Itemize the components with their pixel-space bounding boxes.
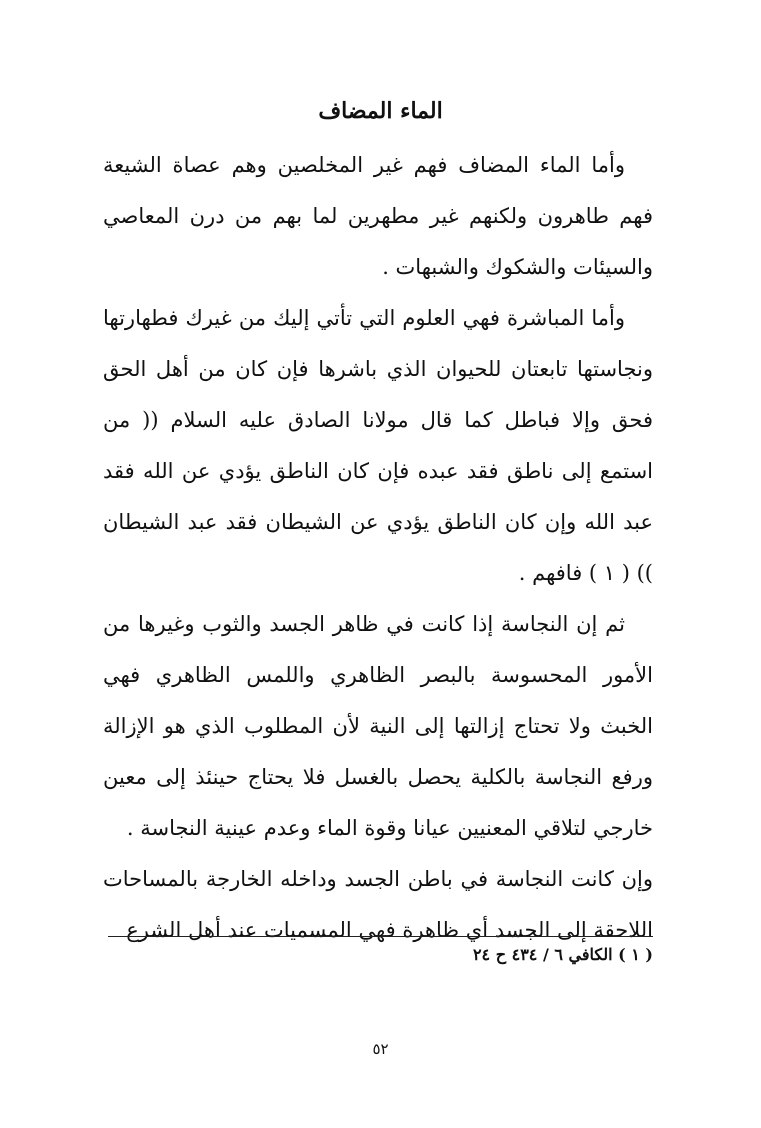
paragraph-mubashara: وأما المباشرة فهي العلوم التي تأتي إليك من غيرك فطهارتها ونجاستها تابعتان للحيوان الذي باشرها فإن كان من أهل الحق فحق وإلا فباطل كما قال مولانا الصادق عليه السلام (( من استمع إلى ناطق فقد عبده فإن كان الناطق يؤدي عن الله فقد عبد الله وإن كان الناطق يؤدي عن الشيطان فقد عبد الشيطان )) ( ١ ) فافهم . [103, 306, 653, 585]
footnote-divider [108, 936, 653, 937]
body-text [103, 140, 653, 956]
section-heading: الماء المضاف [318, 98, 443, 124]
footnote: ( ١ ) الكافي ٦ / ٤٣٤ ح ٢٤ [472, 945, 653, 964]
page-number: ٥٢ [372, 1040, 389, 1058]
paragraph-external-impurity: ثم إن النجاسة إذا كانت في ظاهر الجسد والثوب وغيرها من الأمور المحسوسة بالبصر الظاهري واللمس الظاهري فهي الخبث ولا تحتاج إزالتها إلى النية لأن المطلوب الذي هو الإزالة ورفع النجاسة بالكلية يحصل بالغسل فلا يحتاج حينئذ إلى معين خارجي لتلاقي المعنيين عيانا وقوة الماء وعدم عينية النجاسة . [103, 612, 653, 840]
paragraph-internal-impurity: وإن كانت النجاسة في باطن الجسد وداخله الخارجة بالمساحات اللاحقة إلى الجسد أي ظاهرة فهي المسميات عند أهل الشرع [103, 867, 653, 942]
paragraph-mudaf-water: وأما الماء المضاف فهم غير المخلصين وهم عصاة الشيعة فهم طاهرون ولكنهم غير مطهرين لما بهم من درن المعاصي والسيئات والشكوك والشبهات . [103, 153, 653, 279]
